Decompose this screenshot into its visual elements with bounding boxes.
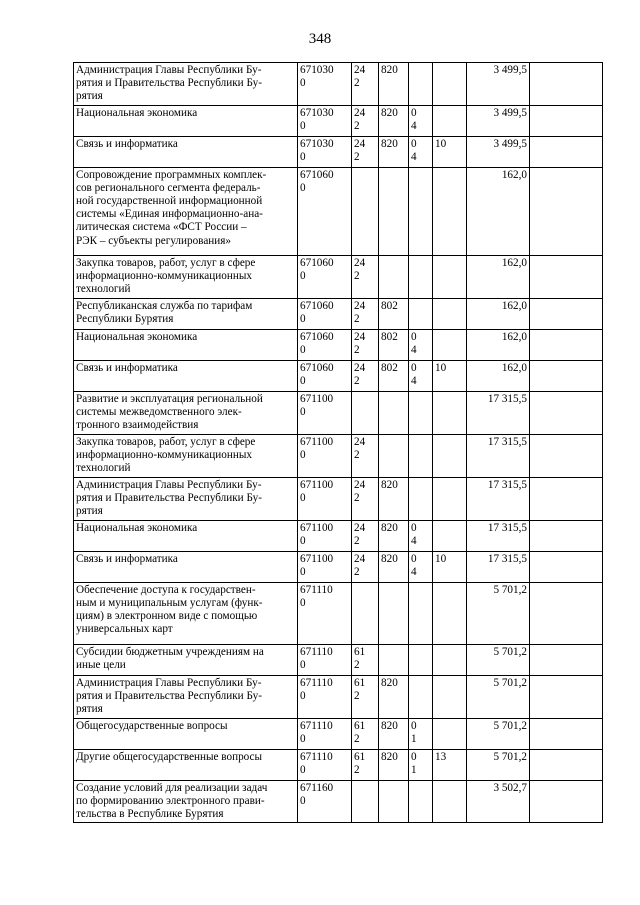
cell-name: Связь и информатика (74, 551, 298, 582)
cell-amount: 162,0 (467, 329, 530, 360)
cell-empty (530, 329, 603, 360)
cell-code: 671030 0 (298, 105, 352, 136)
cell-empty (530, 477, 603, 520)
cell-expense-type: 24 2 (352, 63, 379, 106)
cell-code: 671110 0 (298, 718, 352, 749)
table-row (74, 749, 603, 780)
cell-department (379, 644, 409, 675)
cell-expense-type: 24 2 (352, 329, 379, 360)
cell-code: 671060 0 (298, 298, 352, 329)
cell-name: Закупка товаров, работ, услуг в сфере информационно-коммуникационных технологий (74, 434, 298, 477)
cell-section: 0 1 (409, 749, 433, 780)
cell-empty (530, 718, 603, 749)
cell-amount: 162,0 (467, 298, 530, 329)
cell-department: 820 (379, 136, 409, 167)
cell-code: 671060 0 (298, 360, 352, 391)
cell-amount: 3 499,5 (467, 63, 530, 106)
cell-code: 671060 0 (298, 167, 352, 255)
cell-department: 820 (379, 477, 409, 520)
cell-code: 671110 0 (298, 582, 352, 644)
cell-name: Администрация Главы Республики Бу- рятия и Правительства Республики Бу- рятия (74, 675, 298, 718)
cell-section (409, 675, 433, 718)
page-number: 348 (308, 31, 332, 47)
cell-section: 0 4 (409, 329, 433, 360)
cell-section: 0 4 (409, 360, 433, 391)
cell-expense-type: 24 2 (352, 298, 379, 329)
cell-department: 820 (379, 551, 409, 582)
cell-section: 0 4 (409, 136, 433, 167)
cell-code: 671100 0 (298, 551, 352, 582)
cell-expense-type (352, 582, 379, 644)
cell-amount: 5 701,2 (467, 718, 530, 749)
table-row (74, 644, 603, 675)
cell-section (409, 644, 433, 675)
cell-subsection (433, 582, 467, 644)
cell-expense-type: 24 2 (352, 255, 379, 298)
cell-section: 0 4 (409, 520, 433, 551)
cell-code: 671030 0 (298, 63, 352, 106)
cell-expense-type: 61 2 (352, 718, 379, 749)
table-row (74, 780, 603, 823)
table-body (74, 63, 603, 823)
table-row (74, 329, 603, 360)
cell-empty (530, 520, 603, 551)
cell-expense-type: 61 2 (352, 675, 379, 718)
cell-subsection (433, 329, 467, 360)
cell-subsection (433, 520, 467, 551)
table-row (74, 360, 603, 391)
cell-department (379, 780, 409, 823)
cell-empty (530, 749, 603, 780)
cell-subsection: 10 (433, 360, 467, 391)
cell-empty (530, 105, 603, 136)
cell-amount: 5 701,2 (467, 675, 530, 718)
cell-amount: 3 499,5 (467, 136, 530, 167)
cell-subsection (433, 105, 467, 136)
table-row (74, 63, 603, 106)
cell-amount: 17 315,5 (467, 477, 530, 520)
cell-name: Национальная экономика (74, 105, 298, 136)
cell-code: 671100 0 (298, 520, 352, 551)
cell-expense-type: 24 2 (352, 551, 379, 582)
cell-subsection: 10 (433, 551, 467, 582)
cell-amount: 17 315,5 (467, 551, 530, 582)
cell-department (379, 167, 409, 255)
cell-subsection (433, 780, 467, 823)
cell-amount: 162,0 (467, 255, 530, 298)
cell-expense-type (352, 780, 379, 823)
table-row (74, 582, 603, 644)
cell-empty (530, 675, 603, 718)
table-row (74, 298, 603, 329)
cell-code: 671110 0 (298, 675, 352, 718)
cell-code: 671100 0 (298, 434, 352, 477)
table-row (74, 105, 603, 136)
cell-section (409, 63, 433, 106)
cell-empty (530, 644, 603, 675)
cell-amount: 17 315,5 (467, 391, 530, 434)
cell-department: 802 (379, 360, 409, 391)
cell-name: Связь и информатика (74, 136, 298, 167)
cell-expense-type: 24 2 (352, 434, 379, 477)
cell-empty (530, 391, 603, 434)
cell-name: Обеспечение доступа к государствен- ным и муниципальным услугам (функ- циям) в электронном виде с помощью универсальных карт (74, 582, 298, 644)
cell-subsection (433, 434, 467, 477)
table-row (74, 255, 603, 298)
cell-code: 671060 0 (298, 255, 352, 298)
cell-section (409, 391, 433, 434)
cell-subsection: 10 (433, 136, 467, 167)
cell-subsection (433, 477, 467, 520)
cell-name: Администрация Главы Республики Бу- рятия и Правительства Республики Бу- рятия (74, 63, 298, 106)
cell-empty (530, 167, 603, 255)
cell-name: Развитие и эксплуатация региональной системы межведомственного элек- тронного взаимодействия (74, 391, 298, 434)
cell-amount: 3 499,5 (467, 105, 530, 136)
cell-subsection (433, 298, 467, 329)
cell-section (409, 298, 433, 329)
cell-code: 671160 0 (298, 780, 352, 823)
cell-department: 802 (379, 329, 409, 360)
cell-empty (530, 780, 603, 823)
table-row (74, 675, 603, 718)
cell-department: 820 (379, 675, 409, 718)
cell-empty (530, 360, 603, 391)
cell-expense-type: 61 2 (352, 749, 379, 780)
cell-amount: 5 701,2 (467, 644, 530, 675)
cell-department (379, 582, 409, 644)
cell-name: Создание условий для реализации задач по формированию электронного прави- тельства в Республике Бурятия (74, 780, 298, 823)
cell-section (409, 167, 433, 255)
cell-section (409, 582, 433, 644)
cell-empty (530, 136, 603, 167)
cell-department: 820 (379, 63, 409, 106)
cell-section: 0 4 (409, 551, 433, 582)
cell-subsection (433, 63, 467, 106)
cell-amount: 162,0 (467, 360, 530, 391)
cell-empty (530, 434, 603, 477)
table-row (74, 167, 603, 255)
cell-department: 820 (379, 105, 409, 136)
cell-department (379, 434, 409, 477)
cell-expense-type: 24 2 (352, 360, 379, 391)
table-row (74, 391, 603, 434)
table-row (74, 136, 603, 167)
cell-department: 802 (379, 298, 409, 329)
cell-subsection (433, 255, 467, 298)
cell-name: Субсидии бюджетным учреждениям на иные цели (74, 644, 298, 675)
table-row (74, 477, 603, 520)
cell-name: Сопровождение программных комплек- сов регионального сегмента федераль- ной государственной информационной системы «Единая информационно-ана- литическая система «ФСТ России – РЭК – субъекты регулирования» (74, 167, 298, 255)
table-row (74, 718, 603, 749)
cell-amount: 5 701,2 (467, 582, 530, 644)
cell-amount: 17 315,5 (467, 520, 530, 551)
cell-code: 671100 0 (298, 477, 352, 520)
cell-subsection: 13 (433, 749, 467, 780)
cell-name: Республиканская служба по тарифам Республики Бурятия (74, 298, 298, 329)
cell-name: Национальная экономика (74, 329, 298, 360)
cell-section: 0 4 (409, 105, 433, 136)
table-row (74, 434, 603, 477)
cell-amount: 3 502,7 (467, 780, 530, 823)
cell-name: Администрация Главы Республики Бу- рятия и Правительства Республики Бу- рятия (74, 477, 298, 520)
cell-department (379, 255, 409, 298)
table-row (74, 520, 603, 551)
cell-subsection (433, 675, 467, 718)
table-row (74, 551, 603, 582)
cell-name: Национальная экономика (74, 520, 298, 551)
cell-department: 820 (379, 718, 409, 749)
cell-expense-type (352, 167, 379, 255)
cell-empty (530, 551, 603, 582)
cell-section (409, 477, 433, 520)
cell-name: Общегосударственные вопросы (74, 718, 298, 749)
cell-subsection (433, 391, 467, 434)
cell-name: Другие общегосударственные вопросы (74, 749, 298, 780)
cell-code: 671110 0 (298, 644, 352, 675)
cell-code: 671100 0 (298, 391, 352, 434)
cell-amount: 162,0 (467, 167, 530, 255)
cell-amount: 17 315,5 (467, 434, 530, 477)
budget-table (73, 62, 603, 823)
cell-name: Связь и информатика (74, 360, 298, 391)
cell-empty (530, 63, 603, 106)
cell-expense-type: 24 2 (352, 136, 379, 167)
cell-expense-type: 24 2 (352, 520, 379, 551)
cell-code: 671060 0 (298, 329, 352, 360)
cell-subsection (433, 644, 467, 675)
cell-subsection (433, 167, 467, 255)
cell-code: 671110 0 (298, 749, 352, 780)
cell-amount: 5 701,2 (467, 749, 530, 780)
cell-empty (530, 298, 603, 329)
cell-subsection (433, 718, 467, 749)
cell-section: 0 1 (409, 718, 433, 749)
cell-section (409, 434, 433, 477)
cell-expense-type (352, 391, 379, 434)
cell-section (409, 255, 433, 298)
cell-expense-type: 24 2 (352, 105, 379, 136)
cell-department: 820 (379, 749, 409, 780)
cell-expense-type: 24 2 (352, 477, 379, 520)
cell-code: 671030 0 (298, 136, 352, 167)
cell-empty (530, 582, 603, 644)
cell-empty (530, 255, 603, 298)
cell-section (409, 780, 433, 823)
cell-name: Закупка товаров, работ, услуг в сфере информационно-коммуникационных технологий (74, 255, 298, 298)
cell-expense-type: 61 2 (352, 644, 379, 675)
cell-department (379, 391, 409, 434)
cell-department: 820 (379, 520, 409, 551)
